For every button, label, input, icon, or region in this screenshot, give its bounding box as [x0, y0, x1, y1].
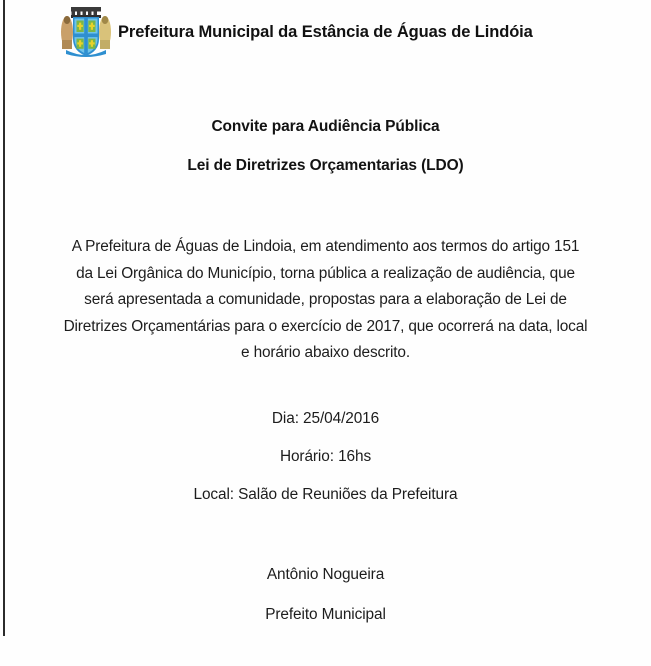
page-left-border-rule: [3, 0, 5, 636]
signature-block: [0, 566, 651, 624]
body-line: Diretrizes Orçamentárias para o exercício de 2017, que ocorrerá na data, local: [63, 317, 588, 335]
body-line: e horário abaixo descrito.: [241, 344, 410, 361]
event-location: Local: Salão de Reuniões da Prefeitura: [193, 486, 458, 503]
event-time: Horário: 16hs: [279, 448, 372, 465]
title-invitation: Convite para Audiência Pública: [211, 118, 440, 135]
document-header: [0, 6, 651, 60]
body-paragraph: [12, 234, 639, 367]
body-line: da Lei Orgânica do Município, torna pública a realização de audiência, que: [76, 264, 575, 282]
event-date: Dia: 25/04/2016: [271, 410, 380, 427]
title-subject: Lei de Diretrizes Orçamentarias (LDO): [187, 157, 464, 174]
body-line: A Prefeitura de Águas de Lindoia, em atendimento aos termos do artigo 151: [71, 238, 580, 255]
signatory-name: Antônio Nogueira: [266, 566, 385, 583]
document-title-block: [0, 118, 651, 175]
signatory-role: Prefeito Municipal: [265, 606, 386, 623]
body-line: será apresentada a comunidade, propostas para a elaboração de Lei de: [84, 291, 567, 308]
header-title: Prefeitura Municipal da Estância de Águas de Lindóia: [118, 22, 533, 41]
event-details-block: [0, 410, 651, 504]
coat-of-arms-icon: [58, 6, 114, 60]
